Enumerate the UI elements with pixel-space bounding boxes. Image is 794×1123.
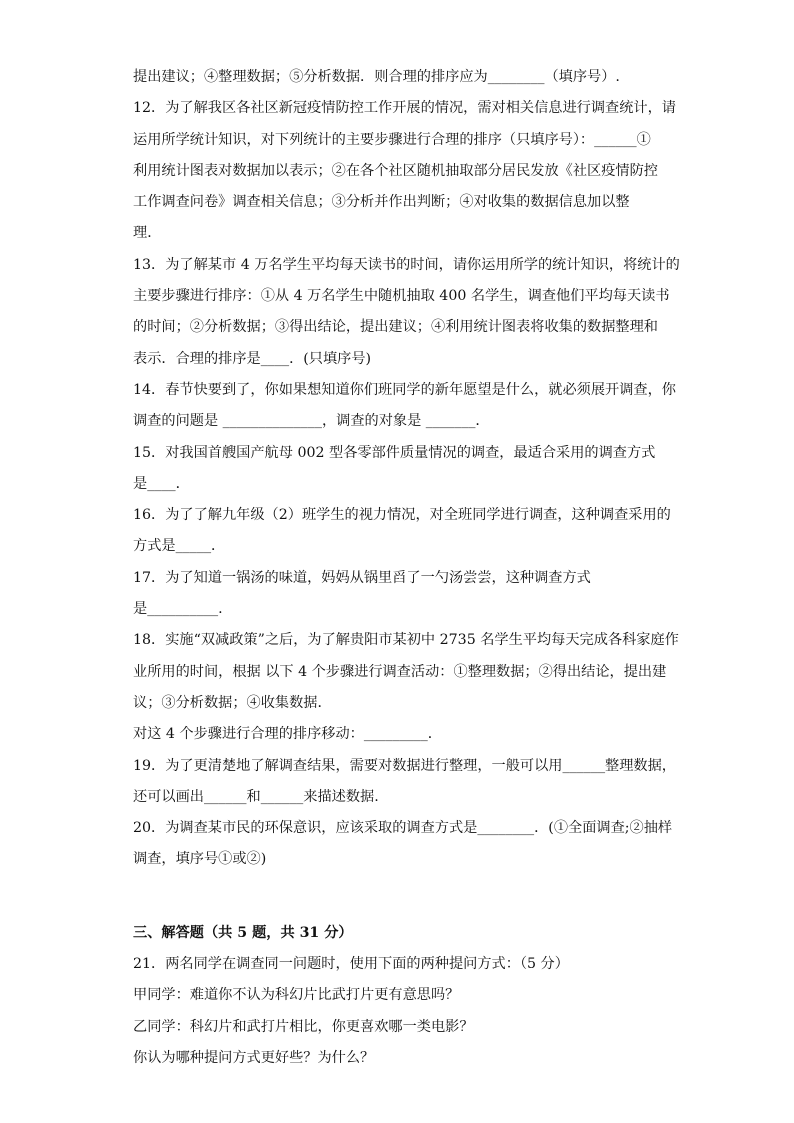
text-line: 业所用的时间，根据 以下 4 个步骤进行调查活动：①整理数据；②得出结论，提出建 <box>133 663 667 680</box>
text-line: 议；③分析数据；④收集数据． <box>133 694 332 711</box>
text-line: 的时间；②分析数据；③得出结论，提出建议；④利用统计图表将收集的数据整理和 <box>133 319 658 336</box>
text-line: 20．为调查某市民的环保意识，应该采取的调查方式是________．(①全面调查;②抽样 <box>133 820 673 837</box>
fill-in-questions <box>133 62 680 876</box>
section-gap <box>133 876 671 918</box>
text-line: 17．为了知道一锅汤的味道，妈妈从锅里舀了一勺汤尝尝，这种调查方式 <box>133 569 591 586</box>
text-line: 14．春节快要到了，你如果想知道你们班同学的新年愿望是什么，就必须展开调查，你 <box>133 381 676 398</box>
text-line: 调查，填序号①或②) <box>133 851 267 868</box>
text-line: 是__________. <box>133 601 223 618</box>
text-line: 运用所学统计知识，对下列统计的主要步骤进行合理的排序（只填序号）：______① <box>133 131 651 148</box>
text-line: 理． <box>133 225 162 242</box>
text-line: 表示．合理的排序是____．(只填序号) <box>133 350 372 367</box>
text-line: 16．为了了解九年级（2）班学生的视力情况，对全班同学进行调查，这种调查采用的 <box>133 507 671 524</box>
text-line: 21．两名同学在调查同一问题时，使用下面的两种提问方式：（5 分） <box>133 956 569 973</box>
text-line: 工作调查问卷》调查相关信息；③分析并作出判断；④对收集的数据信息加以整 <box>133 194 630 211</box>
text-line: 方式是_____． <box>133 538 226 555</box>
text-line: 19．为了更清楚地了解调查结果，需要对数据进行整理，一般可以用______整理数据， <box>133 757 676 774</box>
text-line: 提出建议；④整理数据；⑤分析数据．则合理的排序应为________（填序号）. <box>133 69 620 85</box>
text-line: 利用统计图表对数据加以表示；②在各个社区随机抽取部分居民发放《社区疫情防控 <box>133 162 658 179</box>
text-line: 15．对我国首艘国产航母 002 型各零部件质量情况的调查，最适合采用的调查方式 <box>133 444 656 461</box>
text-line: 对这 4 个步骤进行合理的排序移动：_________． <box>133 726 442 743</box>
text-line: 调查的问题是 ______________，调查的对象是 _______． <box>133 413 490 430</box>
text-line: 是____． <box>133 475 190 492</box>
document-page <box>133 62 680 1074</box>
text-line: 甲同学：难道你不认为科幻片比武打片更有意思吗？ <box>133 987 460 1004</box>
text-line: 12．为了解我区各社区新冠疫情防控工作开展的情况，需对相关信息进行调查统计，请 <box>133 100 676 117</box>
text-line: 主要步骤进行排序：①从 4 万名学生中随机抽取 400 名学生，调查他们平均每天读书 <box>133 288 670 305</box>
text-line: 13．为了解某市 4 万名学生平均每天读书的时间，请你运用所学的统计知识，将统计的 <box>133 256 680 273</box>
section-title: 三、解答题（共 5 题，共 31 分） <box>133 924 353 941</box>
answer-questions <box>133 949 671 1074</box>
text-line: 18．实施“双减政策”之后，为了解贵阳市某初中 2735 名学生平均每天完成各科家庭作 <box>133 632 679 649</box>
text-line: 还可以画出______和______来描述数据. <box>133 788 379 805</box>
text-line: 你认为哪种提问方式更好些？为什么？ <box>133 1049 375 1066</box>
text-line: 乙同学：科幻片和武打片相比，你更喜欢哪一类电影？ <box>133 1018 474 1035</box>
